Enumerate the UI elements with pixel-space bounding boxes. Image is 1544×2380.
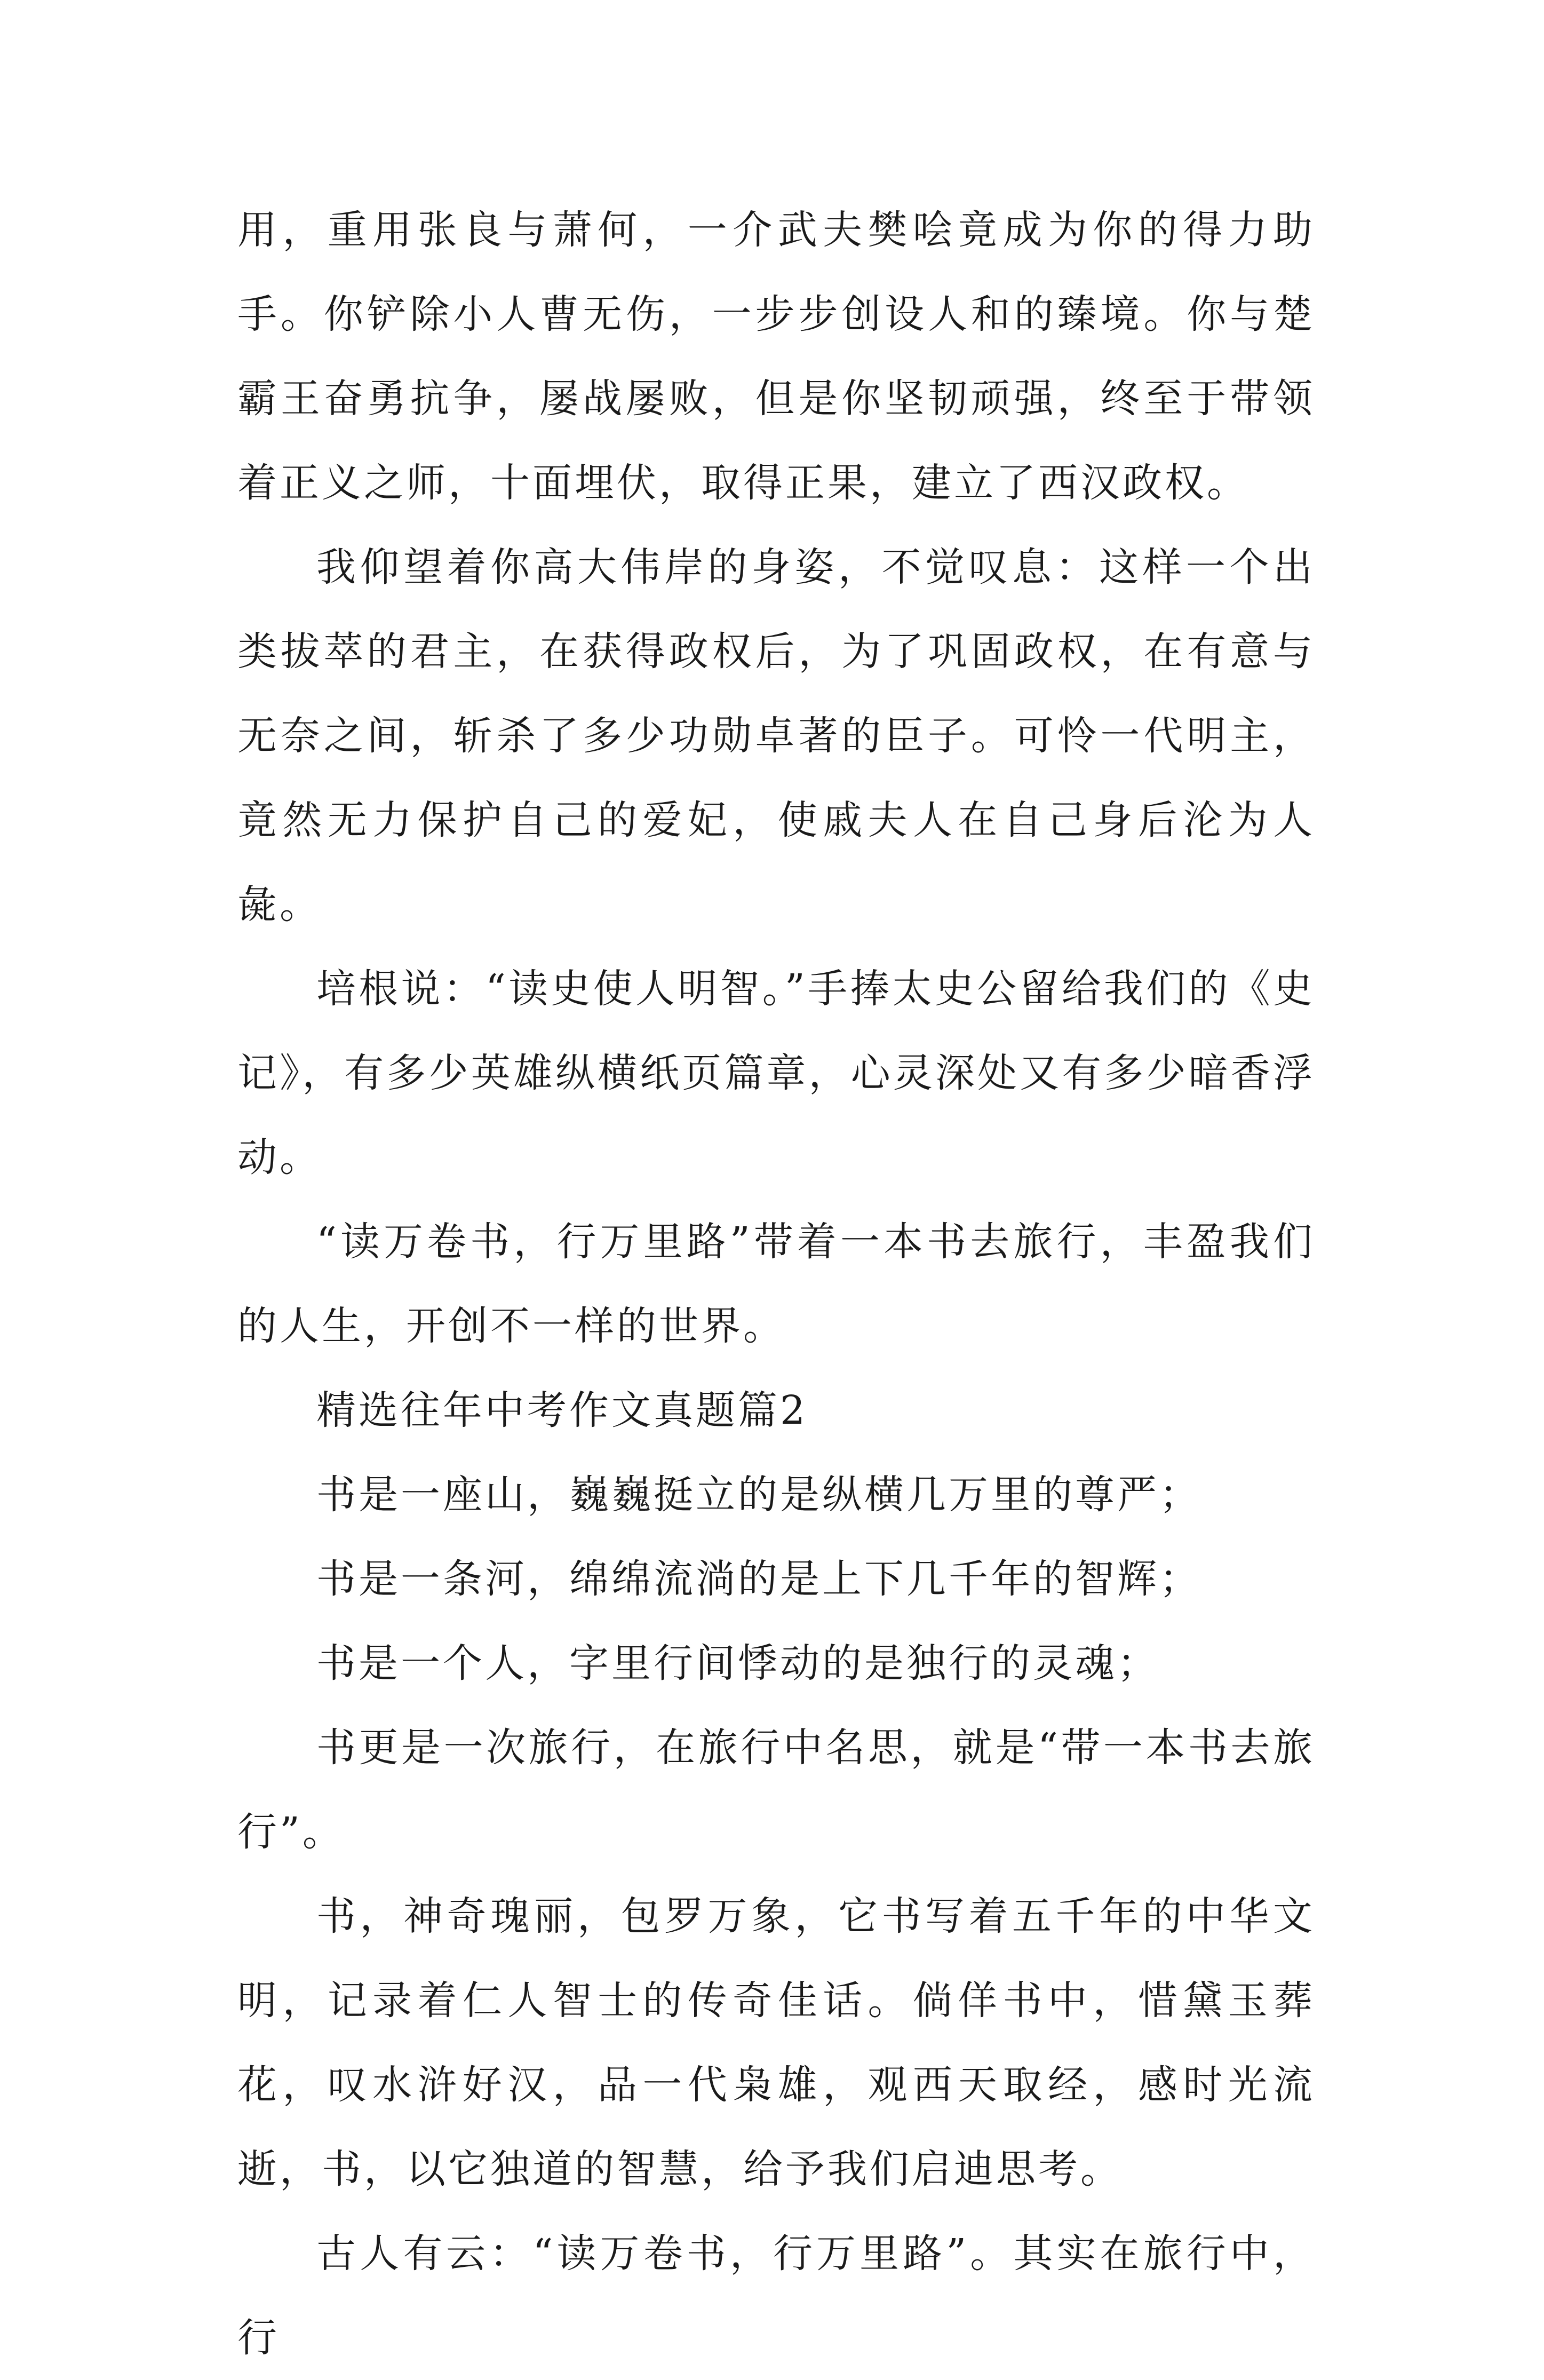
paragraph-1: 用，重用张良与萧何，一介武夫樊哙竟成为你的得力助手。你铲除小人曹无伤，一步步创设人和的臻境。你与楚霸王奋勇抗争，屡战屡败，但是你坚韧顽强，终至于带领着正义之师，十面埋伏，取得正果，建立了西汉政权。	[237, 207, 1315, 506]
paragraph-8: 书是一个人，字里行间悸动的是独行的灵魂；	[316, 1640, 1159, 1686]
paragraph-11: 古人有云：“读万卷书，行万里路”。其实在旅行中，行	[237, 2231, 1315, 2361]
paragraph-4: “读万卷书，行万里路”带着一本书去旅行，丰盈我们的人生，开创不一样的世界。	[237, 1219, 1315, 1349]
paragraph-9: 书更是一次旅行，在旅行中名思，就是“带一本书去旅行”。	[237, 1725, 1315, 1855]
body-text	[237, 188, 1315, 2380]
paragraph-7: 书是一条河，绵绵流淌的是上下几千年的智辉；	[316, 1556, 1201, 1602]
paragraph-10: 书，神奇瑰丽，包罗万象，它书写着五千年的中华文明，记录着仁人智士的传奇佳话。倘佯书中，惜黛玉葬花，叹水浒好汉，品一代枭雄，观西天取经，感时光流逝，书，以它独道的智慧，给予我们启迪思考。	[237, 1893, 1315, 2192]
paragraph-3: 培根说：“读史使人明智。”手捧太史公留给我们的《史记》，有多少英雄纵横纸页篇章，心灵深处又有多少暗香浮动。	[237, 966, 1315, 1180]
paragraph-6: 书是一座山，巍巍挺立的是纵横几万里的尊严；	[316, 1472, 1201, 1518]
paragraph-2: 我仰望着你高大伟岸的身姿，不觉叹息：这样一个出类拔萃的君主，在获得政权后，为了巩固政权，在有意与无奈之间，斩杀了多少功勋卓著的臣子。可怜一代明主，竟然无力保护自己的爱妃，使戚夫人在自己身后沦为人彘。	[237, 544, 1315, 927]
section-heading: 精选往年中考作文真题篇2	[316, 1387, 808, 1433]
